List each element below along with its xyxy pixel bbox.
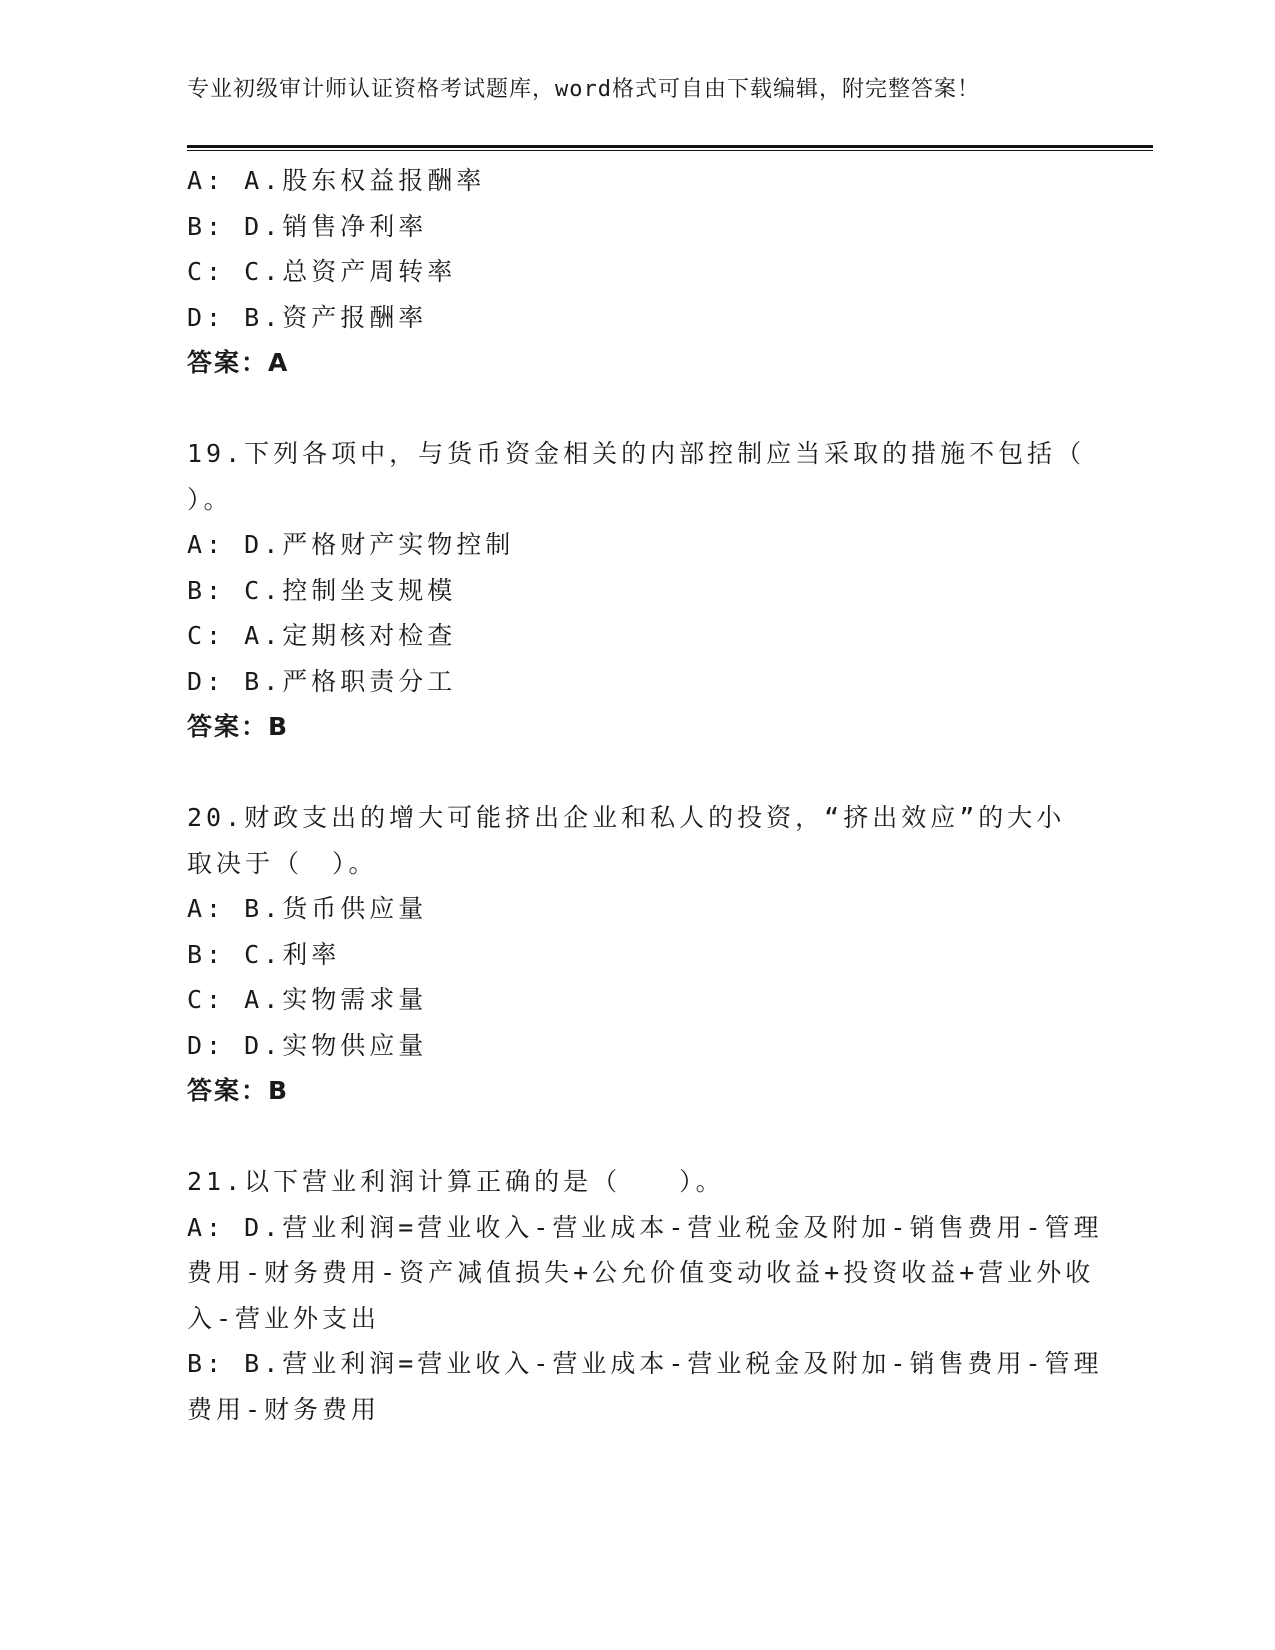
option-a: A: D.营业利润=营业收入-营业成本-营业税金及附加-销售费用-管理	[187, 1212, 1103, 1242]
option-b: B: D.销售净利率	[187, 211, 428, 241]
option-a: A: D.严格财产实物控制	[187, 530, 515, 559]
question-stem: ）。	[187, 484, 233, 514]
question-content	[187, 158, 1103, 1432]
question-stem: 21.以下营业利润计算正确的是（ ）。	[187, 1167, 725, 1196]
option-a-continued: 入-营业外支出	[187, 1303, 381, 1333]
spacer	[187, 1114, 1067, 1160]
question-stem: 20.财政支出的增大可能挤出企业和私人的投资，“挤出效应”的大小	[187, 803, 1066, 832]
answer-label: 答案：B	[187, 1076, 290, 1105]
question-21-block	[187, 1159, 1103, 1432]
option-c: C: A.实物需求量	[187, 985, 428, 1014]
question-18-block	[187, 158, 1067, 386]
question-stem: 取决于（ ）。	[187, 848, 378, 878]
option-a-continued: 费用-财务费用-资产减值损失+公允价值变动收益+投资收益+营业外收	[187, 1258, 1095, 1287]
spacer	[187, 750, 1067, 796]
option-b: B: C.利率	[187, 939, 341, 969]
option-c: C: A.定期核对检查	[187, 621, 457, 650]
option-a: A: A.股东权益报酬率	[187, 166, 486, 195]
header-divider	[187, 145, 1153, 151]
option-b-continued: 费用-财务费用	[187, 1394, 381, 1424]
option-b: B: C.控制坐支规模	[187, 575, 457, 605]
question-20-block	[187, 795, 1067, 1114]
answer-label: 答案：A	[187, 348, 290, 377]
page-header: 专业初级审计师认证资格考试题库，word格式可自由下载编辑，附完整答案！	[187, 77, 980, 102]
option-d: D: D.实物供应量	[187, 1030, 428, 1060]
spacer	[187, 386, 1067, 432]
option-d: D: B.资产报酬率	[187, 302, 428, 332]
question-19-block	[187, 431, 1086, 750]
option-d: D: B.严格职责分工	[187, 666, 457, 696]
option-a: A: B.货币供应量	[187, 894, 428, 923]
option-b: B: B.营业利润=营业收入-营业成本-营业税金及附加-销售费用-管理	[187, 1349, 1103, 1378]
answer-label: 答案：B	[187, 712, 290, 741]
option-c: C: C.总资产周转率	[187, 257, 457, 286]
question-stem: 19.下列各项中，与货币资金相关的内部控制应当采取的措施不包括（	[187, 439, 1086, 468]
